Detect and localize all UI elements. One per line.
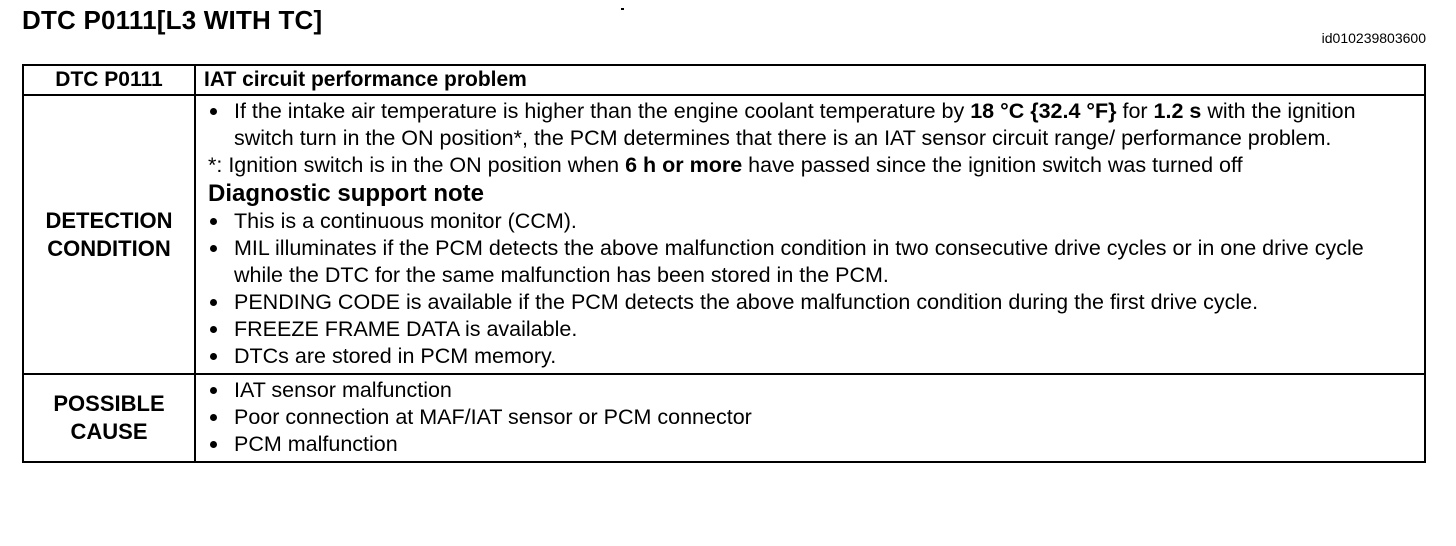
condition-text-2: for bbox=[1116, 99, 1154, 123]
cause-list bbox=[208, 377, 1418, 458]
condition-temp: 18 °C {32.4 °F} bbox=[970, 99, 1117, 123]
cause-item bbox=[208, 431, 1418, 458]
detection-condition-row bbox=[23, 95, 1425, 374]
condition-text-1: If the intake air temperature is higher than the engine coolant temperature by bbox=[234, 99, 971, 123]
footnote-text-2: have passed since the ignition switch was turned off bbox=[742, 153, 1243, 177]
cause-item bbox=[208, 377, 1418, 404]
support-note-text: FREEZE FRAME DATA is available. bbox=[234, 317, 578, 341]
bullet-icon bbox=[210, 326, 217, 333]
support-note-item bbox=[208, 289, 1418, 316]
dtc-code-cell: DTC P0111 bbox=[23, 65, 195, 95]
detection-label-line2: CONDITION bbox=[47, 235, 171, 261]
cause-item bbox=[208, 404, 1418, 431]
table-header-row bbox=[23, 65, 1425, 95]
footnote-bold: 6 h or more bbox=[625, 153, 743, 177]
support-note-heading: Diagnostic support note bbox=[208, 180, 484, 207]
support-note-text: PENDING CODE is available if the PCM detects the above malfunction condition during the first drive cycle. bbox=[234, 290, 1259, 314]
possible-cause-label bbox=[23, 374, 195, 462]
bullet-icon bbox=[210, 245, 217, 252]
dtc-table bbox=[22, 64, 1426, 463]
condition-time: 1.2 s bbox=[1153, 99, 1202, 123]
bullet-icon bbox=[210, 299, 217, 306]
bullet-icon bbox=[210, 414, 217, 421]
bullet-icon bbox=[210, 441, 217, 448]
scan-speck bbox=[621, 8, 624, 10]
bullet-icon bbox=[210, 387, 217, 394]
support-note-item bbox=[208, 235, 1418, 289]
support-note-item bbox=[208, 343, 1418, 370]
document-id: id010239803600 bbox=[1321, 30, 1426, 46]
support-note-text: MIL illuminates if the PCM detects the above malfunction condition in two consecutive drive cycles or in one drive cycle while the DTC for the same malfunction has been stored in the PCM. bbox=[234, 236, 1364, 287]
support-note-item bbox=[208, 208, 1418, 235]
page-title: DTC P0111[L3 WITH TC] bbox=[22, 5, 323, 35]
bullet-icon bbox=[210, 108, 217, 115]
support-note-text: DTCs are stored in PCM memory. bbox=[234, 344, 557, 368]
support-note-text: This is a continuous monitor (CCM). bbox=[234, 209, 577, 233]
possible-cause-content bbox=[195, 374, 1425, 462]
condition-list bbox=[208, 98, 1418, 152]
footnote-text-1: *: Ignition switch is in the ON position when bbox=[208, 153, 626, 177]
cause-text: Poor connection at MAF/IAT sensor or PCM connector bbox=[234, 405, 752, 429]
cause-text: PCM malfunction bbox=[234, 432, 398, 456]
detection-condition-label bbox=[23, 95, 195, 374]
detection-condition-content bbox=[195, 95, 1425, 374]
possible-cause-row bbox=[23, 374, 1425, 462]
bullet-icon bbox=[210, 218, 217, 225]
dtc-description-cell: IAT circuit performance problem bbox=[195, 65, 1425, 95]
support-note-item bbox=[208, 316, 1418, 343]
condition-text-3: with the ignition switch turn in the ON position*, the PCM determines that there is an IAT sensor circuit range/ performance problem. bbox=[234, 99, 1356, 150]
cause-label-line1: POSSIBLE bbox=[53, 391, 165, 416]
bullet-icon bbox=[210, 353, 217, 360]
footnote bbox=[208, 152, 1418, 179]
cause-label-line2: CAUSE bbox=[70, 419, 148, 444]
detection-label-line1: DETECTION bbox=[45, 207, 173, 233]
condition-item bbox=[208, 98, 1418, 152]
cause-text: IAT sensor malfunction bbox=[234, 378, 452, 402]
support-note-list bbox=[208, 208, 1418, 370]
